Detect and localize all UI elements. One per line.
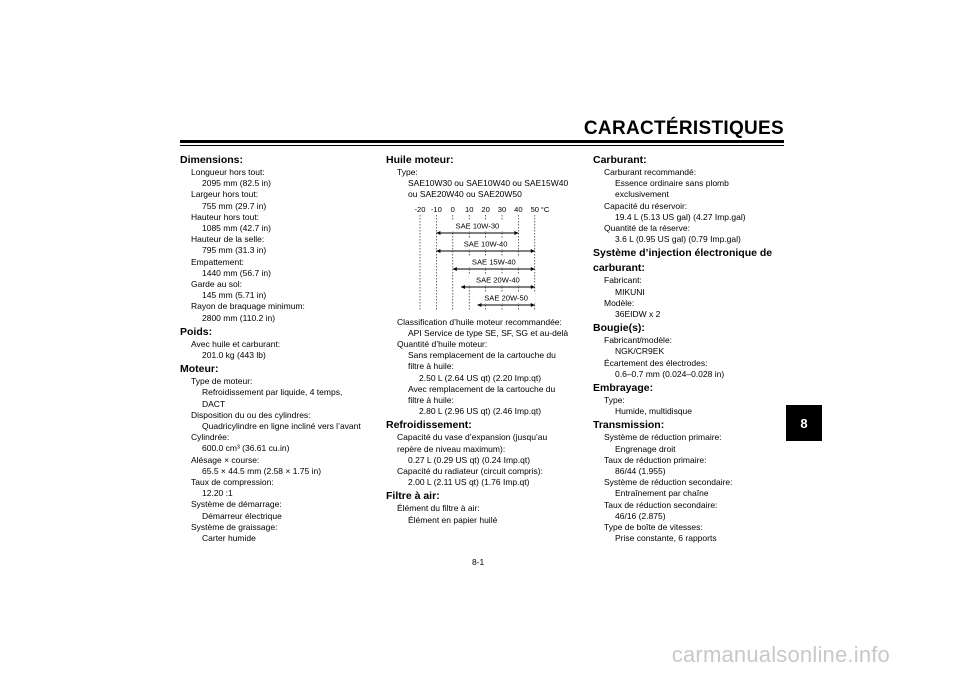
temp-tick-label: -10 [430,204,442,214]
viscosity-grade-label: SAE 10W-30 [455,221,500,231]
spec-value: Carter humide [202,533,256,544]
spec-label: Fabricant: [604,275,642,286]
spec-value: Humide, multidisque [615,406,693,417]
spec-label: Type: [604,395,625,406]
spec-label: Avec huile et carburant: [191,338,281,349]
spec-label: Cylindrée: [191,432,230,443]
spec-value: Sans remplacement de la cartouche du [408,350,556,361]
spec-label: Taux de compression: [191,477,274,488]
spec-value: 755 mm (29.7 in) [202,200,267,211]
range-arrow-right [531,285,535,289]
spec-value: Entraînement par chaîne [615,488,709,499]
spec-label: Type de boîte de vitesses: [604,522,703,533]
temp-unit-label: °C [540,204,550,214]
spec-label: Système de graissage: [191,521,278,532]
section-heading: Filtre à air: [386,490,440,503]
section-heading: Bougie(s): [593,322,645,335]
spec-label: Longueur hors tout: [191,167,265,177]
viscosity-grade-label: SAE 15W-40 [471,257,516,267]
spec-value: API Service de type SE, SF, SG et au-delà [408,327,569,338]
spec-label: Capacité du radiateur (circuit compris): [397,466,543,477]
spec-label: Taux de réduction secondaire: [604,499,718,510]
spec-label: Type: [397,167,418,177]
temp-tick-label: 40 [514,204,523,214]
spec-value: 19.4 L (5.13 US gal) (4.27 Imp.gal) [615,211,746,222]
spec-value: 1440 mm (56.7 in) [202,267,271,278]
spec-value: 2.50 L (2.64 US qt) (2.20 Imp.qt) [419,372,542,383]
spec-label: Hauteur de la selle: [191,234,265,245]
range-arrow-left [453,267,457,271]
section-heading: Carburant: [593,154,647,166]
spec-label: Fabricant/modèle: [604,335,673,346]
section-heading: carburant: [593,262,645,275]
spec-value: exclusivement [615,189,669,200]
spec-label: Quantité de la réserve: [604,223,690,234]
spec-value: 145 mm (5.71 in) [202,290,267,301]
spec-value: 201.0 kg (443 lb) [202,350,266,361]
viscosity-grade-label: SAE 20W-40 [476,275,520,285]
spec-label: Garde au sol: [191,279,243,290]
spec-label: Type de moteur: [191,376,253,387]
spec-value: 2095 mm (82.5 in) [202,178,271,189]
section-heading: Huile moteur: [386,154,454,166]
spec-value: Quadricylindre en ligne incliné vers l’avant [202,421,361,432]
spec-value: 2.00 L (2.11 US qt) (1.76 Imp.qt) [408,477,530,488]
spec-label: Système de réduction primaire: [604,432,722,443]
spec-value: 795 mm (31.3 in) [202,245,267,256]
spec-value: Prise constante, 6 rapports [615,533,717,544]
spec-value: Engrenage droit [615,443,676,454]
section-heading: Refroidissement: [386,419,472,432]
section-heading: Moteur: [180,363,219,376]
temp-tick-label: 0 [450,204,455,214]
spec-label: Hauteur hors tout: [191,211,260,222]
spec-label: Empattement: [191,256,244,267]
viscosity-grade-label: SAE 10W-40 [463,239,508,249]
spec-value: SAE10W30 ou SAE10W40 ou SAE15W40 [408,178,569,189]
temp-tick-label: 10 [464,204,474,214]
spec-value: 36EIDW x 2 [615,309,661,320]
range-arrow-right [531,267,535,271]
spec-label: Élément du filtre à air: [397,503,480,514]
spec-label: Capacité du réservoir: [604,200,688,211]
range-arrow-left [436,249,440,253]
spec-label: Carburant recommandé: [604,167,697,177]
range-arrow-left [477,303,481,307]
spec-value: 2800 mm (110.2 in) [202,312,276,323]
spec-value: 65.5 × 44.5 mm (2.58 × 1.75 in) [202,465,322,476]
spec-column-2 [386,152,592,526]
spec-label: Système de réduction secondaire: [604,477,733,488]
section-heading: Dimensions: [180,154,244,166]
temp-tick-label: 30 [497,204,507,214]
spec-value: 3.6 L (0.95 US gal) (0.79 Imp.gal) [615,234,741,245]
spec-value: Avec remplacement de la cartouche du [408,383,556,394]
section-heading: Poids: [180,325,213,338]
spec-label: Taux de réduction primaire: [604,454,707,465]
range-arrow-right [514,231,518,235]
spec-column-1 [180,152,380,544]
temp-tick-label: 20 [481,204,490,214]
spec-label: Système de démarrage: [191,499,282,510]
spec-label: Écartement des électrodes: [604,357,708,368]
viscosity-grade-label: SAE 20W-50 [484,293,528,303]
spec-value: Essence ordinaire sans plomb [615,178,729,189]
spec-value: Démarreur électrique [202,510,282,521]
spec-label: Alésage × course: [191,454,260,465]
page-title: CARACTÉRISTIQUES [583,118,784,139]
spec-value: Élément en papier huilé [408,514,498,525]
range-arrow-left [461,285,465,289]
spec-value: 46/16 (2.875) [615,510,666,521]
spec-value: Refroidissement par liquide, 4 temps, [202,387,343,398]
watermark: carmanualsonline.info [671,642,890,667]
spec-label: Modèle: [604,297,635,308]
spec-value: NGK/CR9EK [615,346,665,357]
section-heading: Système d’injection électronique de [593,247,773,260]
engine-oil-section [386,154,592,201]
spec-value: filtre à huile: [408,361,454,372]
oil-and-cooling-section [386,317,592,526]
spec-value: filtre à huile: [408,395,454,406]
page-number: 8-1 [472,557,485,567]
spec-label: Rayon de braquage minimum: [191,301,305,312]
spec-value: 0.27 L (0.29 US qt) (0.24 Imp.qt) [408,454,531,465]
spec-value: DACT [202,398,226,409]
range-arrow-left [436,231,440,235]
temp-tick-label: -20 [414,204,426,214]
spec-value: 600.0 cm³ (36.61 cu.in) [202,443,290,454]
spec-label: Capacité du vase d’expansion (jusqu’au [397,432,548,443]
spec-label: Disposition du ou des cylindres: [191,409,311,420]
temp-tick-label: 50 [530,204,540,214]
spec-column-3 [593,152,783,544]
title-rule-thick [180,140,784,143]
spec-label: repère de niveau maximum): [397,443,506,454]
spec-value: 2.80 L (2.96 US qt) (2.46 Imp.qt) [419,406,542,417]
range-arrow-right [531,249,535,253]
spec-value: 12.20 :1 [202,488,233,499]
spec-label: Quantité d’huile moteur: [397,339,488,350]
spec-value: 0.6–0.7 mm (0.024–0.028 in) [615,368,725,379]
spec-value: MIKUNI [615,286,645,297]
spec-label: Largeur hors tout: [191,189,259,200]
oil-viscosity-chart [386,203,576,313]
spec-value: 86/44 (1.955) [615,466,666,477]
spec-value: ou SAE20W40 ou SAE20W50 [408,189,522,200]
chapter-tab[interactable]: 8 [786,405,822,441]
section-heading: Transmission: [593,419,665,432]
section-heading: Embrayage: [593,382,654,395]
spec-value: 1085 mm (42.7 in) [202,223,271,234]
range-arrow-right [531,303,535,307]
spec-label: Classification d’huile moteur recommandée: [397,316,562,327]
title-rule-thin [180,145,784,146]
